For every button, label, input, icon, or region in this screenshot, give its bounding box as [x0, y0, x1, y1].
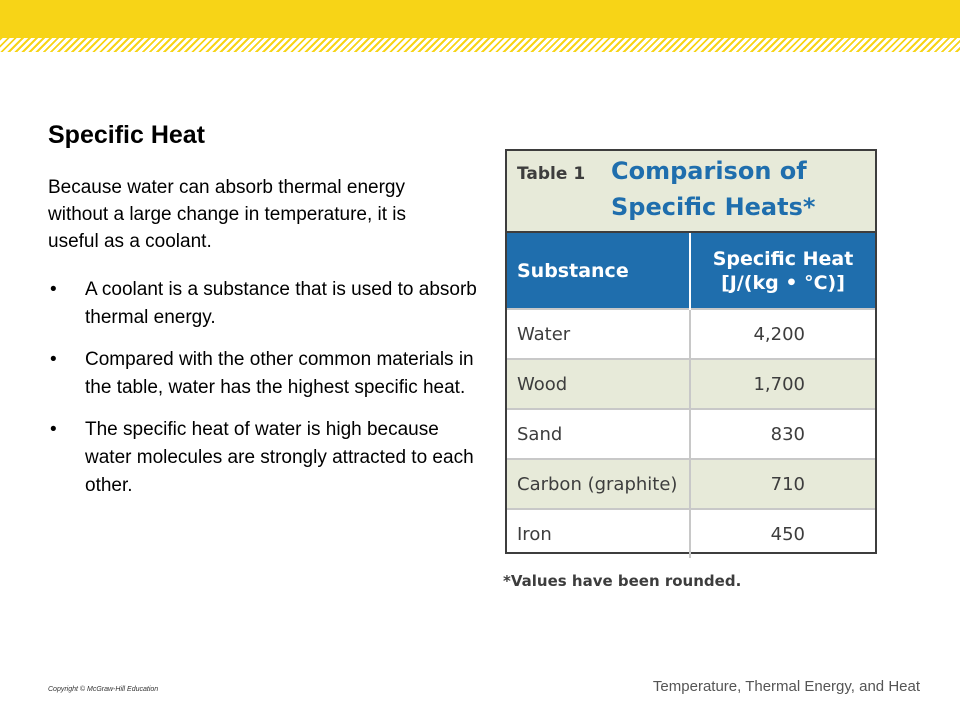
table-label: Table 1	[517, 164, 586, 184]
bullet-item	[48, 276, 478, 332]
table-row	[507, 459, 875, 509]
slide-title: Specific Heat	[48, 121, 206, 149]
specific-heat-cell: 4,200	[690, 309, 875, 359]
bullet-item	[48, 416, 478, 500]
table-row	[507, 409, 875, 459]
substance-cell: Iron	[507, 509, 690, 558]
substance-cell: Wood	[507, 359, 690, 409]
column-header-specific-heat: Specific Heat [J/(kg • °C)]	[690, 233, 875, 309]
bullet-text: A coolant is a substance that is used to absorb thermal energy.	[85, 279, 477, 328]
specific-heat-table	[507, 233, 875, 558]
table-heading: Comparison of Specific Heats*	[611, 157, 816, 221]
specific-heat-cell: 830	[690, 409, 875, 459]
bullet-dot: •	[50, 349, 57, 370]
bullet-text: The specific heat of water is high because water molecules are strongly attracted to each other.	[85, 419, 474, 496]
table-row	[507, 509, 875, 558]
specific-heat-table-figure	[505, 149, 877, 554]
copyright-notice: Copyright © McGraw-Hill Education	[48, 686, 159, 693]
table-header-row	[507, 233, 875, 309]
specific-heat-cell: 1,700	[690, 359, 875, 409]
top-banner-stripes	[0, 38, 960, 52]
specific-heat-cell: 450	[690, 509, 875, 558]
bullet-text: Compared with the other common materials in the table, water has the highest specific heat.	[85, 349, 474, 398]
table-row	[507, 359, 875, 409]
bullet-dot: •	[50, 279, 57, 300]
bullet-item	[48, 346, 478, 402]
table-footnote: *Values have been rounded.	[503, 572, 742, 590]
table-row	[507, 309, 875, 359]
intro-paragraph: Because water can absorb thermal energy without a large change in temperature, it is useful as a coolant.	[48, 177, 407, 252]
bullet-dot: •	[50, 419, 57, 440]
specific-heat-cell: 710	[690, 459, 875, 509]
column-header-substance: Substance	[507, 233, 690, 309]
substance-cell: Carbon (graphite)	[507, 459, 690, 509]
substance-cell: Sand	[507, 409, 690, 459]
footer-title: Temperature, Thermal Energy, and Heat	[652, 678, 920, 695]
bullet-list	[48, 276, 478, 514]
top-banner	[0, 0, 960, 38]
substance-cell: Water	[507, 309, 690, 359]
table-title-bar	[507, 151, 875, 233]
